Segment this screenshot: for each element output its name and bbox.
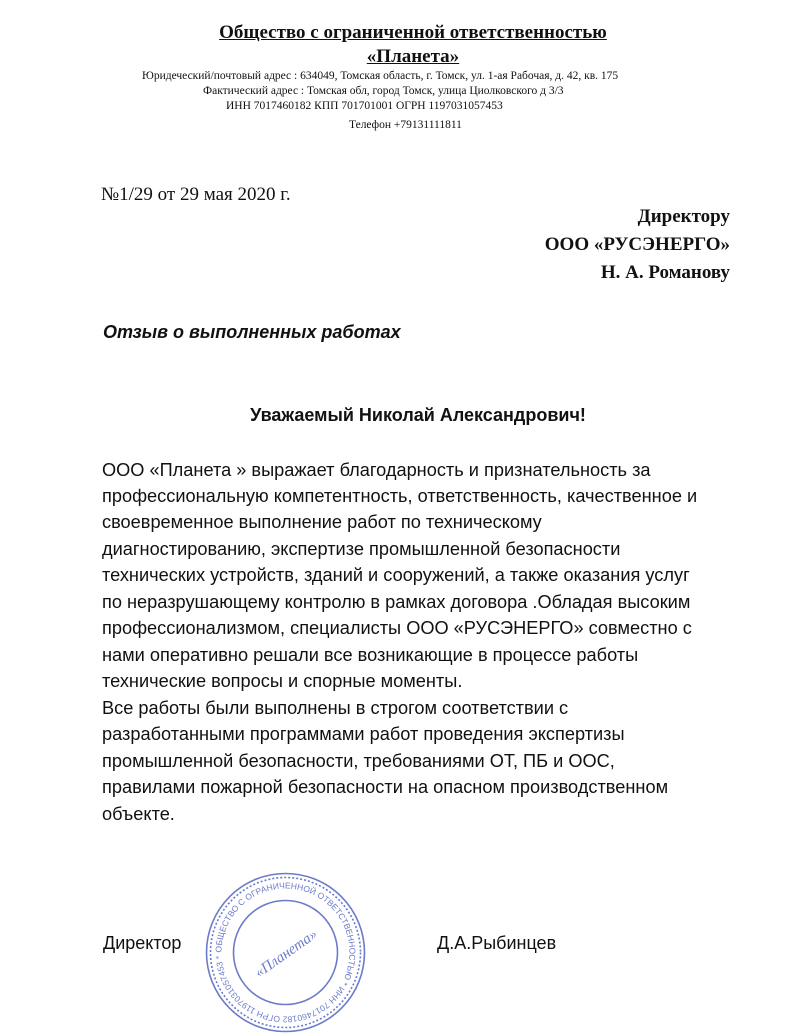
actual-address: Фактический адрес : Томская обл, город Томск, улица Циолковского д 3/3 [203, 85, 564, 97]
company-seal [203, 870, 368, 1035]
body-line: разработанными программами работ проведения экспертизы [102, 724, 625, 744]
body-line: по неразрушающему контролю в рамках договора .Обладая высоким [102, 592, 691, 612]
signatory-name: Д.А.Рыбинцев [437, 933, 557, 953]
body-line: профессионализмом, специалисты ООО «РУСЭНЕРГО» совместно с [102, 618, 692, 638]
body-line: технические вопросы и спорные моменты. [102, 671, 463, 691]
body-line: нами оперативно решали все возникающие в процессе работы [102, 645, 639, 665]
organization-name-line2: «Планета» [366, 46, 460, 67]
letter-subject: Отзыв о выполненных работах [103, 322, 401, 342]
body-line: Все работы были выполнены в строгом соответствии с [102, 698, 569, 718]
body-line: правилами пожарной безопасности на опасном производственном [102, 777, 669, 797]
body-line: своевременное выполнение работ по техническому [102, 512, 542, 532]
legal-address: Юридеческий/почтовый адрес : 634049, Томская область, г. Томск, ул. 1-ая Рабочая, д. 42, кв. 175 [142, 70, 619, 82]
body-line: объекте. [102, 804, 175, 824]
addressee-position: Директору [637, 206, 730, 227]
tax-ids: ИНН 7017460182 КПП 701701001 ОГРН 1197031057453 [226, 100, 503, 112]
body-line: технических устройств, зданий и сооружений, а также оказания услуг [102, 565, 690, 585]
seal-ring-text: ОБЩЕСТВО С ОГРАНИЧЕННОЙ ОТВЕТСТВЕННОСТЬЮ * ИНН 7017460182 ОГРН 1197031057453 * [213, 880, 358, 1025]
organization-name-line1: Общество с ограниченной ответственностью [219, 22, 607, 43]
addressee-name: Н. А. Романову [600, 262, 730, 283]
document-reference: №1/29 от 29 мая 2020 г. [101, 184, 291, 205]
signatory-position: Директор [103, 933, 182, 953]
letter-greeting: Уважаемый Николай Александрович! [250, 405, 586, 425]
phone: Телефон +79131111811 [349, 119, 462, 131]
addressee-company: ООО «РУСЭНЕРГО» [544, 234, 730, 255]
seal-center-text: «Планета» [252, 926, 321, 982]
body-line: профессиональную компетентность, ответственность, качественное и [102, 486, 698, 506]
body-line: ООО «Планета » выражает благодарность и признательность за [102, 460, 651, 480]
body-line: промышленной безопасности, требованиями ОТ, ПБ и ООС, [102, 751, 615, 771]
body-line: диагностированию, экспертизе промышленной безопасности [102, 539, 621, 559]
